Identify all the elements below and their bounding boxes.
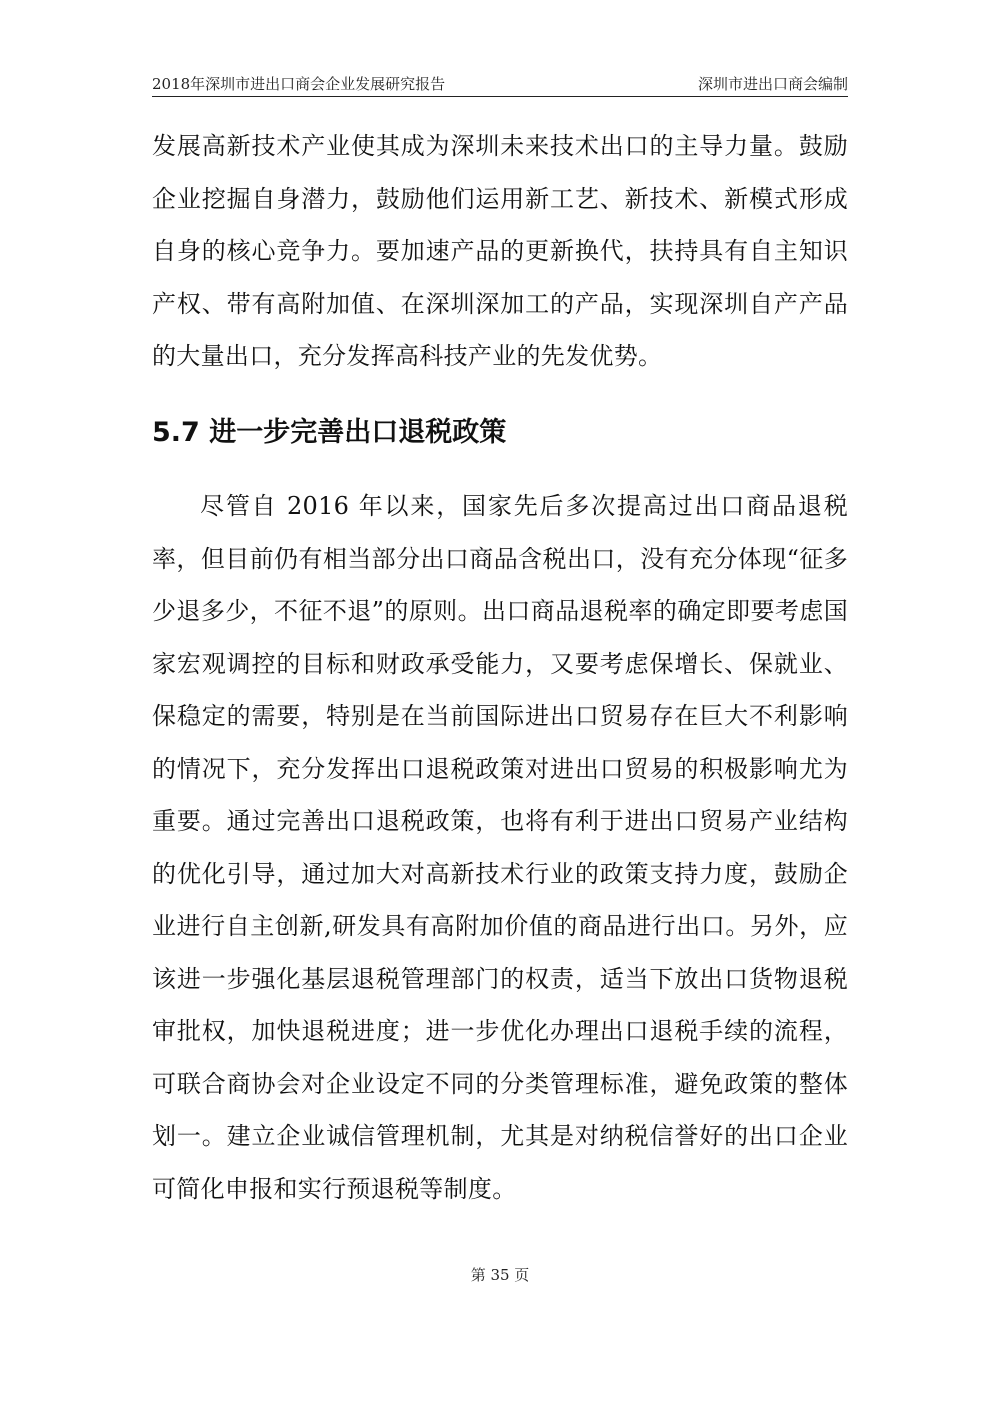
header-report-title: 2018年深圳市进出口商会企业发展研究报告	[152, 75, 446, 93]
header-publisher: 深圳市进出口商会编制	[697, 75, 848, 93]
body-paragraph-1: 发展高新技术产业使其成为深圳未来技术出口的主导力量。鼓励企业挖掘自身潜力，鼓励他们运用新工艺、新技术、新模式形成自身的核心竞争力。要加速产品的更新换代，扶持具有自主知识产权、带有高附加值、在深圳深加工的产品，实现深圳自产产品的大量出口，充分发挥高科技产业的先发优势。	[152, 132, 848, 370]
page-number: 第 35 页	[470, 1266, 530, 1284]
header-divider	[152, 96, 848, 97]
section-heading: 5.7 进一步完善出口退税政策	[152, 417, 507, 448]
body-paragraph-2: 尽管自 2016 年以来，国家先后多次提高过出口商品退税率，但目前仍有相当部分出口商品含税出口，没有充分体现“征多少退多少，不征不退”的原则。出口商品退税率的确定即要考虑国家宏观调控的目标和财政承受能力，又要考虑保增长、保就业、保稳定的需要，特别是在当前国际进出口贸易存在巨大不利影响的情况下，充分发挥出口退税政策对进出口贸易的积极影响尤为重要。通过完善出口退税政策，也将有利于进出口贸易产业结构的优化引导，通过加大对高新技术行业的政策支持力度，鼓励企业进行自主创新,研发具有高附加价值的商品进行出口。另外，应该进一步强化基层退税管理部门的权责，适当下放出口货物退税审批权，加快退税进度；进一步优化办理出口退税手续的流程，可联合商协会对企业设定不同的分类管理标准，避免政策的整体划一。建立企业诚信管理机制，尤其是对纳税信誉好的出口企业可简化申报和实行预退税等制度。	[152, 492, 848, 1203]
